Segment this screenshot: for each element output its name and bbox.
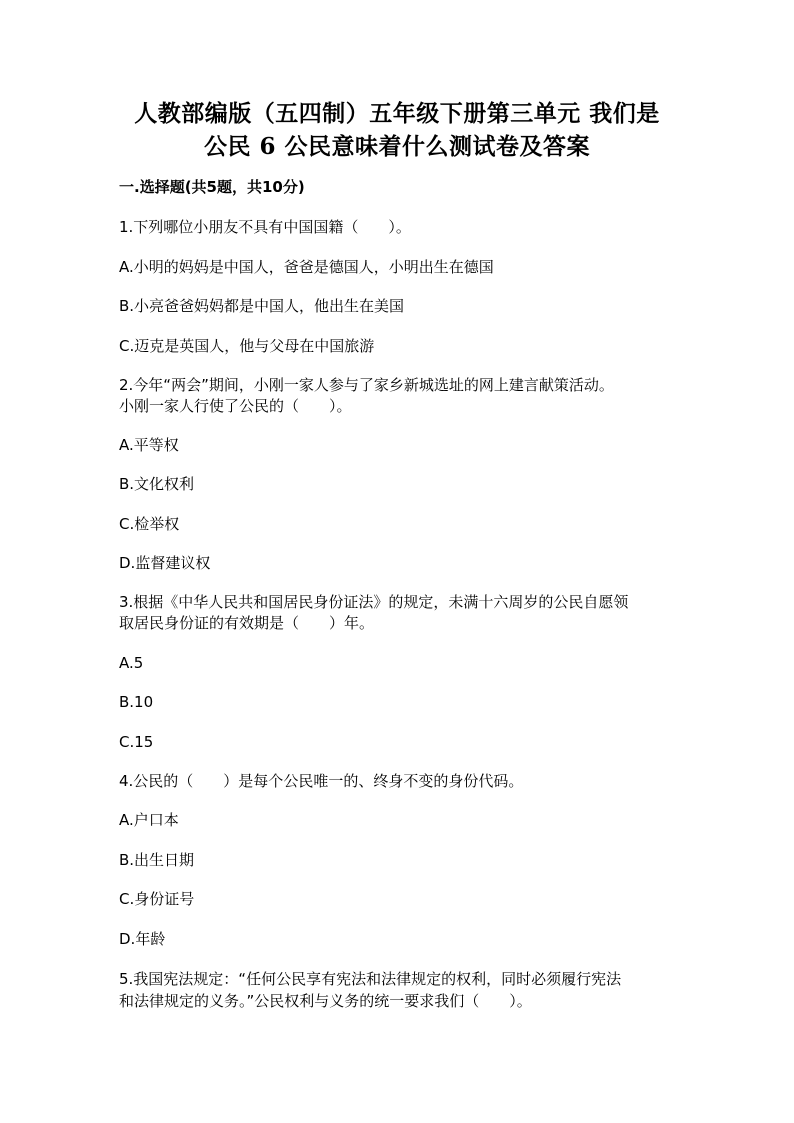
- question-5-stem-line-1: 5.我国宪法规定：“任何公民享有宪法和法律规定的权利，同时必须履行宪法: [119, 970, 622, 988]
- section-heading: 一.选择题(共5题，共10分): [119, 178, 305, 196]
- question-3-option-a: A.5: [119, 654, 144, 672]
- question-4-option-a: A.户口本: [119, 811, 179, 829]
- question-5-stem-line-2: 和法律规定的义务。”公民权利与义务的统一要求我们（ ）。: [119, 992, 532, 1010]
- question-3-stem-line-1: 3.根据《中华人民共和国居民身份证法》的规定，未满十六周岁的公民自愿领: [119, 593, 629, 611]
- question-2-option-d: D.监督建议权: [119, 554, 211, 572]
- question-2-stem-line-1: 2.今年“两会”期间，小刚一家人参与了家乡新城选址的网上建言献策活动。: [119, 376, 614, 394]
- question-4-stem-line-1: 4.公民的（ ）是每个公民唯一的、终身不变的身份代码。: [119, 772, 524, 790]
- question-4-option-b: B.出生日期: [119, 851, 195, 869]
- question-1-option-b: B.小亮爸爸妈妈都是中国人，他出生在美国: [119, 297, 405, 315]
- question-4-option-d: D.年龄: [119, 930, 166, 948]
- question-4-option-c: C.身份证号: [119, 890, 195, 908]
- page-title-line-2: 公民 6 公民意味着什么测试卷及答案: [203, 133, 591, 160]
- question-3-option-c: C.15: [119, 733, 154, 751]
- question-2-stem-line-2: 小刚一家人行使了公民的（ ）。: [119, 397, 352, 415]
- question-1-option-a: A.小明的妈妈是中国人，爸爸是德国人，小明出生在德国: [119, 258, 494, 276]
- question-3-stem-line-2: 取居民身份证的有效期是（ ）年。: [119, 614, 375, 632]
- question-2-option-a: A.平等权: [119, 436, 179, 454]
- question-1-stem-line-1: 1.下列哪位小朋友不具有中国国籍（ ）。: [119, 218, 411, 236]
- page-title-line-1: 人教部编版（五四制）五年级下册第三单元 我们是: [134, 100, 660, 127]
- question-1-option-c: C.迈克是英国人，他与父母在中国旅游: [119, 337, 375, 355]
- question-2-option-b: B.文化权利: [119, 475, 195, 493]
- question-2-option-c: C.检举权: [119, 515, 180, 533]
- question-3-option-b: B.10: [119, 693, 154, 711]
